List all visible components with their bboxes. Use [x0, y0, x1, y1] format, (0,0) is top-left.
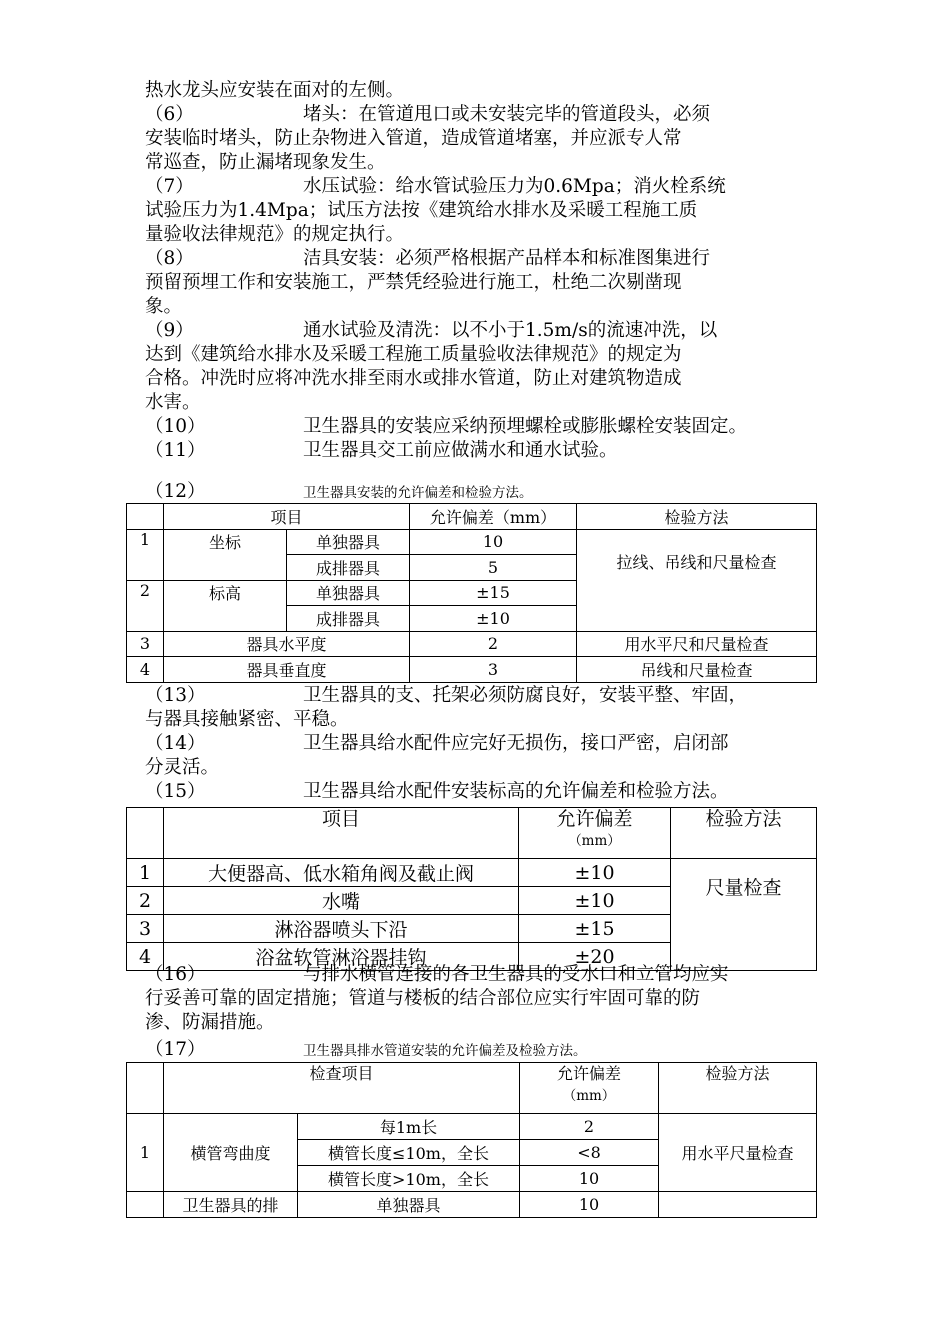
row-tolerance: 5 [410, 555, 577, 581]
row-subitem: 横管长度>10m，全长 [298, 1166, 520, 1192]
line-text: 与器具接触紧密、平稳。 [145, 709, 349, 730]
row-number: 2 [127, 580, 164, 631]
line-text: 象。 [145, 296, 183, 317]
row-tolerance: 10 [520, 1166, 659, 1192]
table-row [127, 859, 817, 887]
line-text: 热水龙头应安装在面对的左侧。 [145, 80, 405, 101]
line-text: 通水试验及清洗：以不小于1.5m/s的流速冲洗，以 [303, 320, 718, 341]
header-method: 检验方法 [577, 504, 817, 530]
header-tolerance [520, 1063, 659, 1114]
row-tolerance: 10 [520, 1192, 659, 1218]
item-number: （6） [145, 104, 194, 125]
item-number: （15） [145, 781, 206, 802]
line-text: 合格。冲洗时应将冲洗水排至雨水或排水管道，防止对建筑物造成 [145, 368, 682, 389]
paragraph-line [145, 391, 815, 415]
table-header-row [127, 504, 817, 530]
paragraph-line [145, 415, 815, 439]
header-item: 项目 [164, 808, 519, 859]
row-item: 淋浴器喷头下沿 [164, 915, 519, 943]
paragraph-line [145, 439, 815, 463]
sanitary-fixture-tolerance-table [126, 503, 817, 683]
line-text: 卫生器具给水配件应完好无损伤，接口严密，启闭部 [303, 733, 729, 754]
row-tolerance: 3 [410, 657, 577, 683]
line-text: 与排水横管连接的各卫生器具的受水口和立管均应实 [303, 964, 729, 985]
line-text: 卫生器具的安装应采纳预埋螺栓或膨胀螺栓安装固定。 [303, 416, 748, 437]
line-text: 量验收法律规范》的规定执行。 [145, 224, 405, 245]
paragraph-line [145, 223, 815, 247]
item-number: （13） [145, 685, 206, 706]
paragraph-line [145, 103, 815, 127]
paragraph-group-mid [145, 684, 815, 804]
line-text: 预留预埋工作和安装施工，严禁凭经验进行施工，杜绝二次剔凿现 [145, 272, 682, 293]
table-row [127, 657, 817, 683]
header-item: 检查项目 [164, 1063, 520, 1114]
row-method: 吊线和尺量检查 [577, 657, 817, 683]
paragraph-group-top [145, 79, 815, 463]
paragraph-line [145, 684, 815, 708]
line-text: 洁具安装：必须严格根据产品样本和标准图集进行 [303, 248, 711, 269]
header-tolerance [519, 808, 671, 859]
header-no [127, 808, 164, 859]
row-subitem: 成排器具 [287, 606, 410, 632]
row-category: 卫生器具的排 [164, 1192, 298, 1218]
line-text: 卫生器具给水配件安装标高的允许偏差和检验方法。 [303, 781, 729, 802]
row-category: 坐标 [164, 529, 287, 580]
row-number: 4 [127, 657, 164, 683]
row-tolerance: 10 [410, 529, 577, 555]
row-number: 1 [127, 529, 164, 580]
row-number: 1 [127, 1114, 164, 1192]
paragraph-line [145, 367, 815, 391]
item-number: （10） [145, 416, 206, 437]
header-tolerance: 允许偏差（mm） [410, 504, 577, 530]
row-category: 横管弯曲度 [164, 1114, 298, 1192]
item-number: （8） [145, 248, 194, 269]
header-tolerance-label: 允许偏差 [557, 1064, 622, 1083]
line-text: 分灵活。 [145, 757, 220, 778]
table3-caption [145, 1038, 587, 1063]
line-text: 行妥善可靠的固定措施；管道与楼板的结合部位应实行牢固可靠的防 [145, 988, 701, 1009]
paragraph-line [145, 199, 815, 223]
item-number: （7） [145, 176, 194, 197]
table-row [127, 1192, 817, 1218]
row-method: 尺量检查 [671, 859, 817, 971]
item-number: （11） [145, 440, 206, 461]
row-tolerance: 2 [520, 1114, 659, 1140]
row-number: 2 [127, 887, 164, 915]
row-item: 水嘴 [164, 887, 519, 915]
line-text: 卫生器具交工前应做满水和通水试验。 [303, 440, 618, 461]
row-method [659, 1192, 817, 1218]
caption-number: （12） [145, 481, 206, 502]
row-tolerance: ±10 [519, 887, 671, 915]
row-tolerance: ±15 [519, 915, 671, 943]
row-number: 4 [127, 943, 164, 971]
paragraph-line [145, 151, 815, 175]
row-number: 3 [127, 915, 164, 943]
caption-number: （17） [145, 1039, 206, 1060]
paragraph-line [145, 127, 815, 151]
header-method: 检验方法 [671, 808, 817, 859]
row-item: 器具垂直度 [164, 657, 410, 683]
row-subitem: 单独器具 [298, 1192, 520, 1218]
table1-caption [145, 480, 533, 505]
header-no [127, 504, 164, 530]
paragraph-line [145, 987, 815, 1011]
line-text: 卫生器具的支、托架必须防腐良好，安装平整、牢固， [303, 685, 748, 706]
paragraph-line [145, 963, 815, 987]
paragraph-line [145, 295, 815, 319]
paragraph-line [145, 271, 815, 295]
row-subitem: 成排器具 [287, 555, 410, 581]
line-text: 达到《建筑给水排水及采暖工程施工质量验收法律规范》的规定为 [145, 344, 682, 365]
row-number: 3 [127, 631, 164, 657]
row-subitem: 单独器具 [287, 529, 410, 555]
table-row [127, 529, 817, 555]
header-tolerance-unit: （mm） [568, 833, 621, 849]
row-tolerance: 2 [410, 631, 577, 657]
table-row [127, 1114, 817, 1140]
paragraph-line [145, 1011, 815, 1035]
paragraph-line [145, 780, 815, 804]
line-text: 常巡查，防止漏堵现象发生。 [145, 152, 386, 173]
row-tolerance: ±10 [519, 859, 671, 887]
line-text: 试验压力为1.4Mpa；试压方法按《建筑给水排水及采暖工程施工质 [145, 200, 698, 221]
line-text: 水害。 [145, 392, 201, 413]
row-subitem: 每1m长 [298, 1114, 520, 1140]
item-number: （16） [145, 964, 206, 985]
row-item: 大便器高、低水箱角阀及截止阀 [164, 859, 519, 887]
paragraph-line [145, 343, 815, 367]
caption-text: 卫生器具安装的允许偏差和检验方法。 [303, 485, 533, 501]
table-row [127, 631, 817, 657]
line-text: 渗、防漏措施。 [145, 1012, 275, 1033]
item-number: （14） [145, 733, 206, 754]
header-method: 检验方法 [659, 1063, 817, 1114]
water-fitting-tolerance-table [126, 807, 817, 971]
header-tolerance-unit: （mm） [562, 1088, 616, 1104]
drain-pipe-tolerance-table [126, 1062, 817, 1218]
paragraph-line [145, 756, 815, 780]
row-item: 器具水平度 [164, 631, 410, 657]
row-tolerance: ±15 [410, 580, 577, 606]
row-tolerance: ±20 [519, 943, 671, 971]
line-text: 堵头：在管道甩口或未安装完毕的管道段头，必须 [303, 104, 711, 125]
paragraph-line [145, 708, 815, 732]
line-text: 水压试验：给水管试验压力为0.6Mpa；消火栓系统 [303, 176, 726, 197]
row-method: 用水平尺量检查 [659, 1114, 817, 1192]
paragraph-group-low [145, 963, 815, 1035]
row-tolerance: ±10 [410, 606, 577, 632]
row-number [127, 1192, 164, 1218]
row-subitem: 横管长度≤10m，全长 [298, 1140, 520, 1166]
table-header-row [127, 1063, 817, 1114]
line-text: 安装临时堵头，防止杂物进入管道，造成管道堵塞，并应派专人常 [145, 128, 682, 149]
paragraph-line [145, 175, 815, 199]
row-method: 用水平尺和尺量检查 [577, 631, 817, 657]
paragraph-line [145, 79, 815, 103]
row-item: 浴盆软管淋浴器挂钩 [164, 943, 519, 971]
row-number: 1 [127, 859, 164, 887]
paragraph-line [145, 732, 815, 756]
paragraph-line [145, 319, 815, 343]
table-header-row [127, 808, 817, 859]
row-subitem: 单独器具 [287, 580, 410, 606]
header-item: 项目 [164, 504, 410, 530]
item-number: （9） [145, 320, 194, 341]
row-method: 拉线、吊线和尺量检查 [577, 529, 817, 631]
caption-text: 卫生器具排水管道安装的允许偏差及检验方法。 [303, 1043, 587, 1059]
row-tolerance: <8 [520, 1140, 659, 1166]
header-no [127, 1063, 164, 1114]
header-tolerance-label: 允许偏差 [556, 808, 633, 830]
row-category: 标高 [164, 580, 287, 631]
paragraph-line [145, 247, 815, 271]
